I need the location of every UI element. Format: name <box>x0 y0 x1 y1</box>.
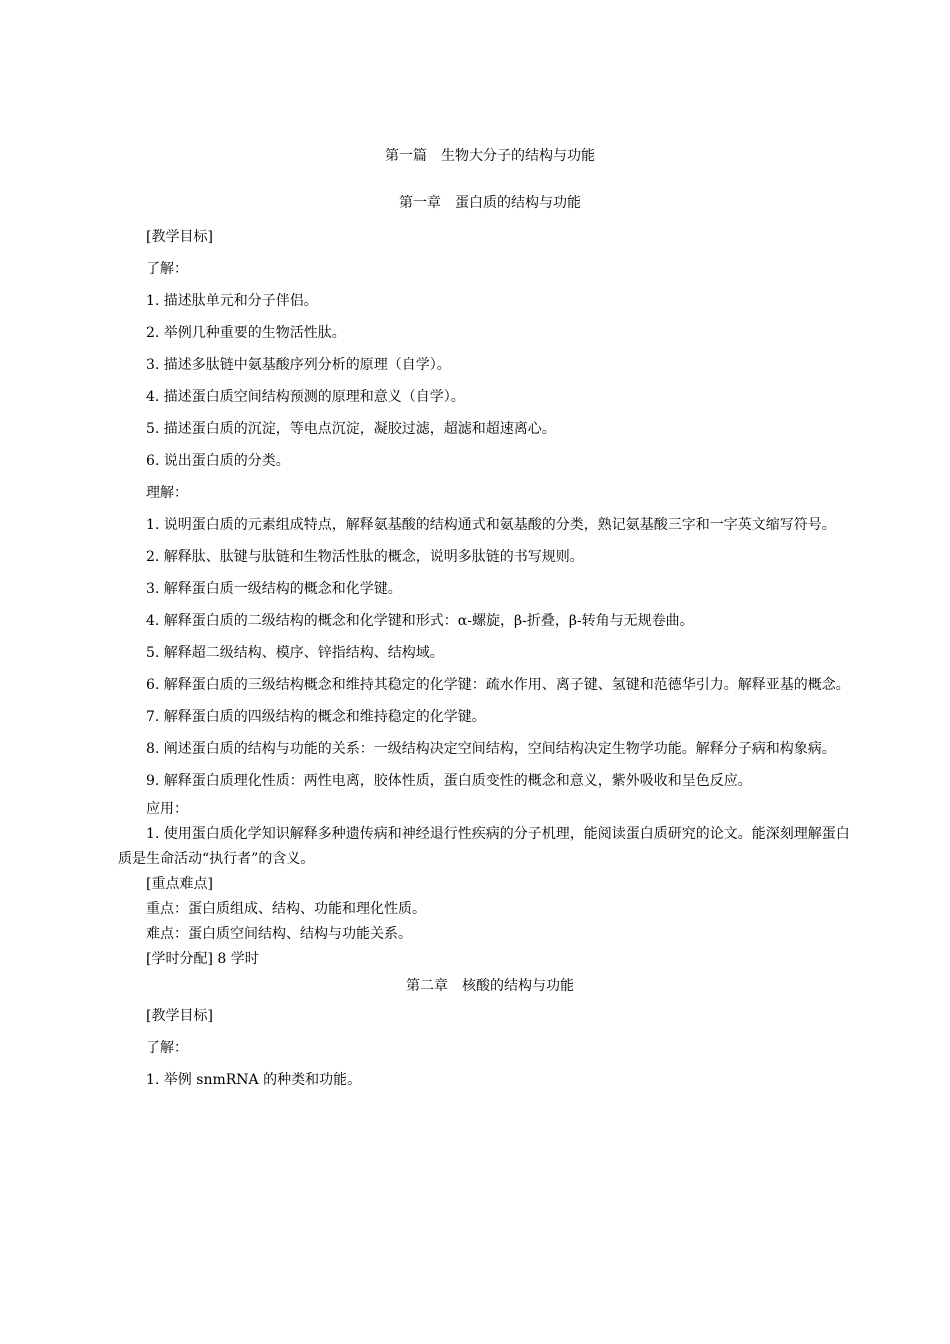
key-label: [重点难点] <box>146 876 213 892</box>
know-item: 5. 描述蛋白质的沉淀，等电点沉淀，凝胶过滤，超滤和超速离心。 <box>146 421 556 437</box>
know-item: 2. 举例几种重要的生物活性肽。 <box>146 325 346 341</box>
document-page <box>118 144 862 1096</box>
difficult-point: 难点：蛋白质空间结构、结构与功能关系。 <box>146 926 412 942</box>
part-title: 第一篇 生物大分子的结构与功能 <box>385 148 595 164</box>
chapter-1-know-section <box>118 221 862 797</box>
know-item: 4. 描述蛋白质空间结构预测的原理和意义（自学）。 <box>146 389 465 405</box>
know-item: 1. 描述肽单元和分子伴侣。 <box>146 293 318 309</box>
understand-item: 4. 解释蛋白质的二级结构的概念和化学键和形式：α-螺旋，β-折叠，β-转角与无规卷曲。 <box>146 613 694 629</box>
understand-item: 2. 解释肽、肽键与肽链和生物活性肽的概念，说明多肽链的书写规则。 <box>146 549 584 565</box>
know-item: 3. 描述多肽链中氨基酸序列分析的原理（自学）。 <box>146 357 451 373</box>
know-label: 了解： <box>146 261 188 277</box>
hours-allocation: [学时分配] 8 学时 <box>146 951 259 967</box>
understand-item: 8. 阐述蛋白质的结构与功能的关系：一级结构决定空间结构，空间结构决定生物学功能。解释分子病和构象病。 <box>146 741 836 757</box>
chapter-2-know-section <box>118 1000 862 1096</box>
know-label: 了解： <box>146 1040 188 1056</box>
understand-item: 1. 说明蛋白质的元素组成特点，解释氨基酸的结构通式和氨基酸的分类，熟记氨基酸三字和一字英文缩写符号。 <box>146 517 836 533</box>
chapter-1-apply-section <box>118 797 862 972</box>
chapter-1-title: 第一章 蛋白质的结构与功能 <box>399 195 581 211</box>
objectives-label: [教学目标] <box>146 1008 213 1024</box>
apply-item: 1. 使用蛋白质化学知识解释多种遗传病和神经退行性疾病的分子机理，能阅读蛋白质研究的论文。能深刻理解蛋白质是生命活动“执行者”的含义。 <box>118 826 850 867</box>
know-item: 1. 举例 snmRNA 的种类和功能。 <box>146 1072 362 1088</box>
know-item: 6. 说出蛋白质的分类。 <box>146 453 290 469</box>
objectives-label: [教学目标] <box>146 229 213 245</box>
understand-item: 7. 解释蛋白质的四级结构的概念和维持稳定的化学键。 <box>146 709 486 725</box>
understand-label: 理解： <box>146 485 188 501</box>
understand-item: 5. 解释超二级结构、模序、锌指结构、结构域。 <box>146 645 444 661</box>
understand-item: 3. 解释蛋白质一级结构的概念和化学键。 <box>146 581 402 597</box>
understand-item: 9. 解释蛋白质理化性质：两性电离，胶体性质，蛋白质变性的概念和意义，紫外吸收和呈色反应。 <box>146 773 752 789</box>
understand-item: 6. 解释蛋白质的三级结构概念和维持其稳定的化学键：疏水作用、离子键、氢键和范德华引力。解释亚基的概念。 <box>146 677 850 693</box>
key-point: 重点：蛋白质组成、结构、功能和理化性质。 <box>146 901 426 917</box>
apply-label: 应用： <box>146 801 188 817</box>
chapter-2-title: 第二章 核酸的结构与功能 <box>406 978 574 994</box>
